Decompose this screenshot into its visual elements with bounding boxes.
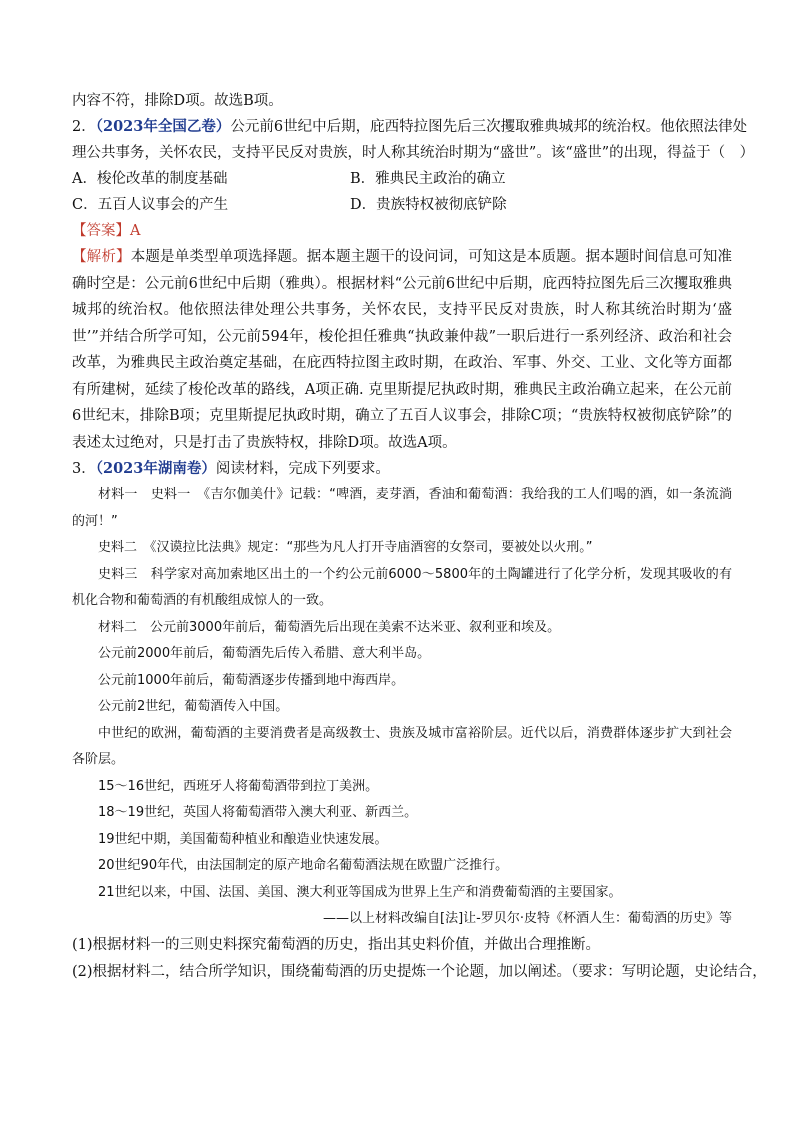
material-paragraph: 材料一 史料一 《吉尔伽美什》记载：“啤酒，麦芽酒，香油和葡萄酒：我给我的工人们喝的酒，如一条流淌的河！” [72,487,732,529]
analysis-block [72,244,732,456]
material-paragraph: 19世纪中期，美国葡萄种植业和酿造业快速发展。 [98,831,388,847]
option-c: C．五百人议事会的产生 [72,197,229,213]
material-paragraph: 18～19世纪，英国人将葡萄酒带入澳大利亚、新西兰。 [98,805,418,820]
question-number: 2． [72,119,96,135]
answer-value: A [130,223,141,239]
prev-answer-tail: 内容不符，排除D项。故选B项。 [72,93,283,109]
material-paragraph: 公元前2世纪，葡萄酒传入中国。 [98,699,289,714]
answer-tag: 【答案】 [72,223,130,239]
option-b: B．雅典民主政治的确立 [350,171,506,187]
material-paragraph: 20世纪90年代，由法国制定的原产地命名葡萄酒法规在欧盟广泛推行。 [98,858,509,873]
sub-question-1: (1)根据材料一的三则史料探究葡萄酒的历史，指出其史料价值，并做出合理推断。 [72,937,601,953]
question-2-stem-line1 [72,114,748,140]
material-paragraph: 中世纪的欧洲，葡萄酒的主要消费者是高级教士、贵族及城市富裕阶层。近代以后，消费群体逐步扩大到社会各阶层。 [72,725,732,767]
analysis-tag: 【解析】 [72,249,131,265]
material-paragraph: 史料二 《汉谟拉比法典》规定：“那些为凡人打开寺庙酒窖的女祭司，要被处以火刑。” [98,540,593,555]
material-paragraph: 15～16世纪，西班牙人将葡萄酒带到拉丁美洲。 [98,778,379,794]
material-paragraph: 史料三 科学家对高加索地区出土的一个约公元前6000～5800年的土陶罐进行了化学分析，发现其吸收的有机化合物和葡萄酒的有机酸组成惊人的一致。 [72,566,732,608]
material-paragraph: 公元前2000年前后，葡萄酒先后传入希腊、意大利半岛。 [98,646,431,661]
question-2-stem-line2: 理公共事务，关怀农民，支持平民反对贵族，时人称其统治时期为“盛世”。该“盛世”的出现，得益于（ ） [72,145,755,161]
question-source: （2023年湖南卷） [95,460,216,477]
document-page [72,88,767,985]
material-reference: ——以上材料改编自[法]让-罗贝尔·皮特《杯酒人生：葡萄酒的历史》等 [323,911,732,926]
material-paragraph: 公元前1000年前后，葡萄酒逐步传播到地中海西岸。 [98,672,405,688]
material-paragraph: 材料二 公元前3000年前后，葡萄酒先后出现在美索不达米亚、叙利亚和埃及。 [98,619,561,635]
option-row-cd [72,192,732,218]
material-block [72,482,732,906]
question-stem: 公元前6世纪中后期，庇西特拉图先后三次攫取雅典城邦的统治权。他依照法律处 [230,119,748,135]
option-a: A．梭伦改革的制度基础 [72,171,228,187]
answer-line [72,218,732,244]
question-stem: 阅读材料，完成下列要求。 [215,461,390,477]
question-source: （2023年全国乙卷） [95,118,231,135]
sub-question-2: (2)根据材料二，结合所学知识，围绕葡萄酒的历史提炼一个论题，加以阐述。（要求：写明论题，史论结合， [72,963,767,980]
analysis-text: 本题是单类型单项选择题。据本题主题干的设问词，可知这是本质题。据本题时间信息可知准确时空是：公元前6世纪中后期（雅典）。根据材料“公元前6世纪中后期，庇西特拉图先后三次攫取雅典城邦的统治权。他依照法律处理公共事务，关怀农民，支持平民反对贵族，时人称其统治时期为‘盛世’”并结合所学可知，公元前594年，梭伦担任雅典“执政兼仲裁”一职后进行一系列经济、政治和社会改革，为雅典民主政治奠定基础，在庇西特拉图主政时期，在政治、军事、外交、工业、文化等方面都有所建树，延续了梭伦改革的路线，A项正确. 克里斯提尼执政时期，雅典民主政治确立起来，在公元前6世纪末，排除B项；克里斯提尼执政时期，确立了五百人议事会，排除C项；“贵族特权被彻底铲除”的表述太过绝对，只是打击了贵族特权，排除D项。故选A项。 [72,249,733,451]
option-d: D．贵族特权被彻底铲除 [350,197,507,213]
option-row-ab [72,166,732,192]
question-number: 3． [72,461,96,477]
material-paragraph: 21世纪以来，中国、法国、美国、澳大利亚等国成为世界上生产和消费葡萄酒的主要国家。 [98,884,622,900]
question-3-stem [72,456,732,482]
